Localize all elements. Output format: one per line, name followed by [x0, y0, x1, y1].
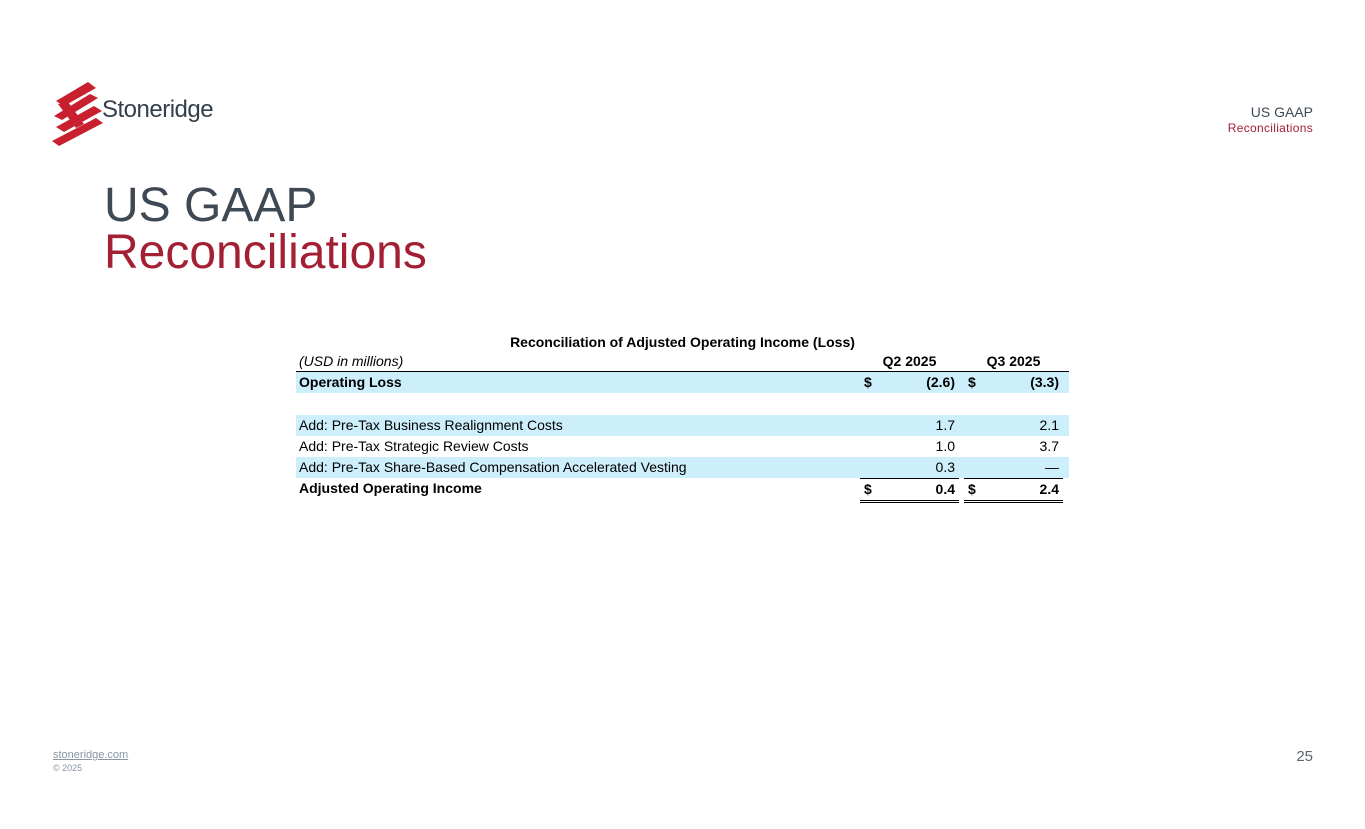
q2-value: (2.6) [926, 374, 955, 390]
column-header-q2: Q2 2025 [882, 353, 937, 369]
row-label: Adjusted Operating Income [299, 480, 482, 496]
currency-symbol: $ [864, 481, 872, 497]
q3-cell [964, 372, 1063, 393]
table-row-strategic-review [296, 436, 1069, 457]
q2-cell [860, 436, 959, 457]
section-header [1228, 104, 1313, 136]
table-row-operating-loss [296, 372, 1069, 393]
row-label: Operating Loss [299, 374, 402, 390]
row-label: Add: Pre-Tax Business Realignment Costs [299, 417, 563, 433]
q2-value: 1.7 [935, 417, 955, 433]
row-label: Add: Pre-Tax Share-Based Compensation Accelerated Vesting [299, 459, 687, 475]
title-line-2: Reconciliations [104, 226, 427, 279]
currency-symbol: $ [968, 481, 976, 497]
reconciliation-table [296, 333, 1069, 499]
q3-cell [964, 457, 1063, 478]
row-label: Add: Pre-Tax Strategic Review Costs [299, 438, 529, 454]
table-header-row [296, 351, 1069, 372]
q3-cell [964, 415, 1063, 436]
q3-cell [964, 478, 1063, 503]
q2-cell [860, 457, 959, 478]
table-spacer-row [296, 393, 1069, 415]
logo-wordmark: Stoneridge [102, 96, 214, 123]
q2-value: 0.3 [935, 459, 955, 475]
q2-cell [860, 415, 959, 436]
copyright-notice: © 2025 [53, 763, 83, 773]
currency-symbol: $ [864, 374, 872, 390]
page-title [104, 179, 427, 279]
q3-value: 2.1 [1039, 417, 1059, 433]
website-link[interactable]: stoneridge.com [53, 749, 129, 761]
table-row-adjusted-operating-income [296, 478, 1069, 499]
units-label: (USD in millions) [299, 353, 404, 369]
stoneridge-mark-icon [50, 80, 110, 150]
q3-value: — [1045, 459, 1059, 475]
stoneridge-logo [50, 80, 220, 150]
table-row-business-realignment [296, 415, 1069, 436]
currency-symbol: $ [968, 374, 976, 390]
q2-value: 1.0 [935, 438, 955, 454]
q3-value: (3.3) [1030, 374, 1059, 390]
table-row-share-based-compensation [296, 457, 1069, 478]
q3-value: 2.4 [1039, 481, 1059, 497]
q2-value: 0.4 [935, 481, 955, 497]
q2-cell [860, 478, 959, 503]
q2-cell [860, 372, 959, 393]
table-caption: Reconciliation of Adjusted Operating Income (Loss) [510, 334, 855, 350]
q3-value: 3.7 [1039, 438, 1059, 454]
column-header-q3: Q3 2025 [986, 353, 1041, 369]
subsection-name: Reconciliations [1227, 121, 1313, 135]
section-name: US GAAP [1250, 104, 1313, 120]
q3-cell [964, 436, 1063, 457]
page-number: 25 [1296, 748, 1313, 765]
title-line-1: US GAAP [104, 179, 318, 232]
